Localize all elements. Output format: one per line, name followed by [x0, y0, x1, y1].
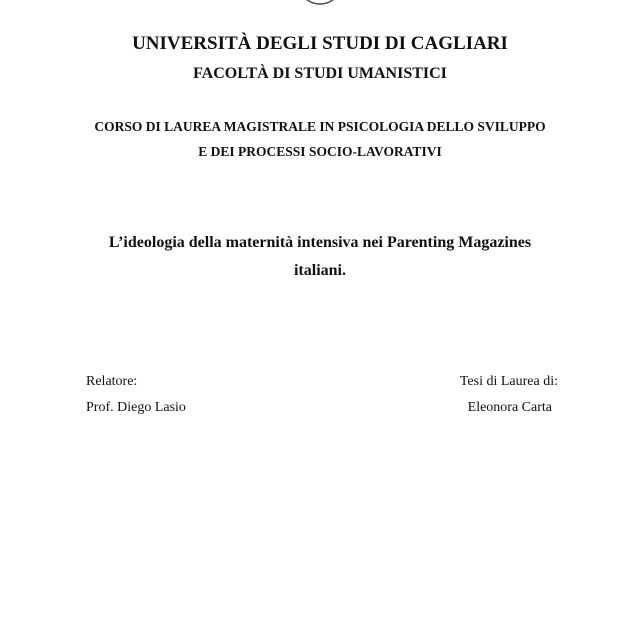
university-name: UNIVERSITÀ DEGLI STUDI DI CAGLIARI	[132, 33, 508, 54]
university-seal-icon	[296, 0, 344, 8]
supervisor-name: Prof. Diego Lasio	[86, 400, 186, 415]
candidate-label: Tesi di Laurea di:	[459, 374, 558, 389]
thesis-title-line-1: L’ideologia della maternità intensiva nei Parenting Magazines	[108, 234, 532, 251]
course-line-2: E DEI PROCESSI SOCIO-LAVORATIVI	[198, 144, 442, 159]
thesis-title-line-2: italiani.	[293, 262, 346, 279]
supervisor-label: Relatore:	[86, 374, 138, 389]
faculty-name: FACOLTÀ DI STUDI UMANISTICI	[193, 65, 447, 82]
course-line-1: CORSO DI LAUREA MAGISTRALE IN PSICOLOGIA DELLO SVILUPPO	[94, 119, 546, 134]
candidate-name: Eleonora Carta	[467, 400, 552, 415]
